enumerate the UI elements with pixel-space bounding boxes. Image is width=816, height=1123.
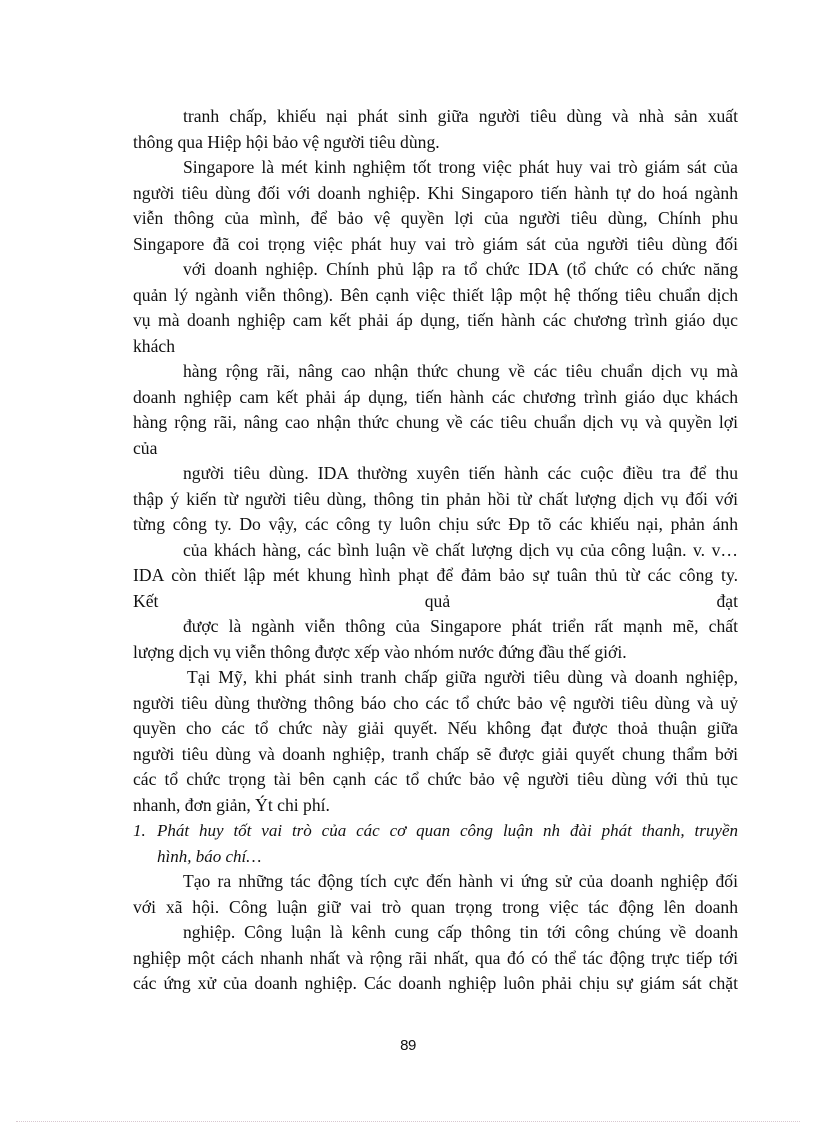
- text-line: Tại Mỹ, khi phát sinh tranh chấp giữa người tiêu dùng và doanh nghiệp,: [187, 667, 738, 687]
- list-number: 1.: [133, 821, 146, 840]
- text-line: vụ mà doanh nghiệp cam kết phải áp dụng, tiến hành các chương trình giáo dục: [133, 310, 738, 330]
- text-line: quyền cho các tổ chức này giải quyết. Nếu không đạt được thoả thuận giữa: [133, 718, 738, 738]
- text-line: được là ngành viễn thông của Singapore phát triển rất mạnh mẽ, chất: [183, 616, 738, 636]
- text-line: IDA còn thiết lập mét khung hình phạt để đảm bảo sự tuân thủ từ các công ty.: [133, 565, 738, 585]
- text-line: nhanh, đơn giản, Ýt chi phí.: [133, 794, 330, 815]
- text-line: Singapore là mét kinh nghiệm tốt trong việc phát huy vai trò giám sát của: [183, 157, 738, 177]
- text-line: khách: [133, 335, 176, 356]
- text-line: của: [133, 437, 158, 458]
- text-line: tranh chấp, khiếu nại phát sinh giữa người tiêu dùng và nhà sản xuất: [183, 106, 738, 126]
- list-item-heading: [133, 818, 738, 844]
- page-number: 89: [400, 1037, 416, 1054]
- page-boundary-divider: [16, 1121, 800, 1122]
- text-line: các ứng xử của doanh nghiệp. Các doanh nghiệp luôn phải chịu sự giám sát chặt: [133, 973, 738, 993]
- text-line: Kết quả đạt: [133, 590, 738, 611]
- text-line: các tổ chức trọng tài bên cạnh các tổ chức bảo vệ người tiêu dùng với thủ tục: [133, 769, 738, 789]
- text-line: doanh nghiệp cam kết phải áp dụng, tiến hành các chương trình giáo dục khách: [133, 386, 738, 407]
- text-line: với doanh nghiệp. Chính phủ lập ra tổ chức IDA (tổ chức có chức năng: [183, 259, 738, 279]
- text-line: viễn thông của mình, để bảo vệ quyền lợi của người tiêu dùng, Chính phu: [133, 208, 738, 228]
- text-line: người tiêu dùng thường thông báo cho các tổ chức bảo vệ người tiêu dùng và uỷ: [133, 692, 738, 713]
- text-line: hàng rộng rãi, nâng cao nhận thức chung về các tiêu chuẩn dịch vụ và quyền lợi: [133, 412, 738, 432]
- text-line: của khách hàng, các bình luận về chất lượng dịch vụ của công luận. v. v…: [183, 539, 738, 560]
- text-line: quản lý ngành viễn thông). Bên cạnh việc thiết lập một hệ thống tiêu chuẩn dịch: [133, 284, 738, 305]
- text-line: nghiệp một cách nhanh nhất và rộng rãi nhất, qua đó có thể tác động trực tiếp tới: [133, 947, 738, 968]
- text-line: thập ý kiến từ người tiêu dùng, thông tin phản hồi từ chất lượng dịch vụ đối với: [133, 488, 738, 509]
- text-line: người tiêu dùng đối với doanh nghiệp. Khi Singaporo tiến hành tự do hoá ngành: [133, 182, 738, 203]
- document-body: [133, 104, 738, 997]
- text-line: với xã hội. Công luận giữ vai trò quan trọng trong việc tác động lên doanh: [133, 896, 738, 917]
- text-line: thông qua Hiệp hội bảo vệ người tiêu dùng.: [133, 131, 440, 152]
- text-line: người tiêu dùng. IDA thường xuyên tiến hành các cuộc điều tra để thu: [183, 463, 738, 483]
- list-item-text: Phát huy tốt vai trò của các cơ quan công luận nh đài phát thanh, truyền: [157, 821, 738, 840]
- text-line: Singapore đã coi trọng việc phát huy vai trò giám sát của người tiêu dùng đối: [133, 233, 738, 254]
- list-item-continuation: hình, báo chí…: [157, 846, 262, 866]
- text-line: Tạo ra những tác động tích cực đến hành vi ứng sử của doanh nghiệp đối: [183, 871, 738, 891]
- text-line: nghiệp. Công luận là kênh cung cấp thông tin tới công chúng về doanh: [183, 922, 738, 942]
- text-line: từng công ty. Do vậy, các công ty luôn chịu sức Ðp tõ các khiếu nại, phản ánh: [133, 514, 738, 534]
- text-line: hàng rộng rãi, nâng cao nhận thức chung về các tiêu chuẩn dịch vụ mà: [183, 361, 738, 381]
- text-line: người tiêu dùng và doanh nghiệp, tranh chấp sẽ được giải quyết chung thẩm bởi: [133, 743, 738, 764]
- text-line: lượng dịch vụ viễn thông được xếp vào nhóm nước đứng đầu thế giới.: [133, 641, 627, 662]
